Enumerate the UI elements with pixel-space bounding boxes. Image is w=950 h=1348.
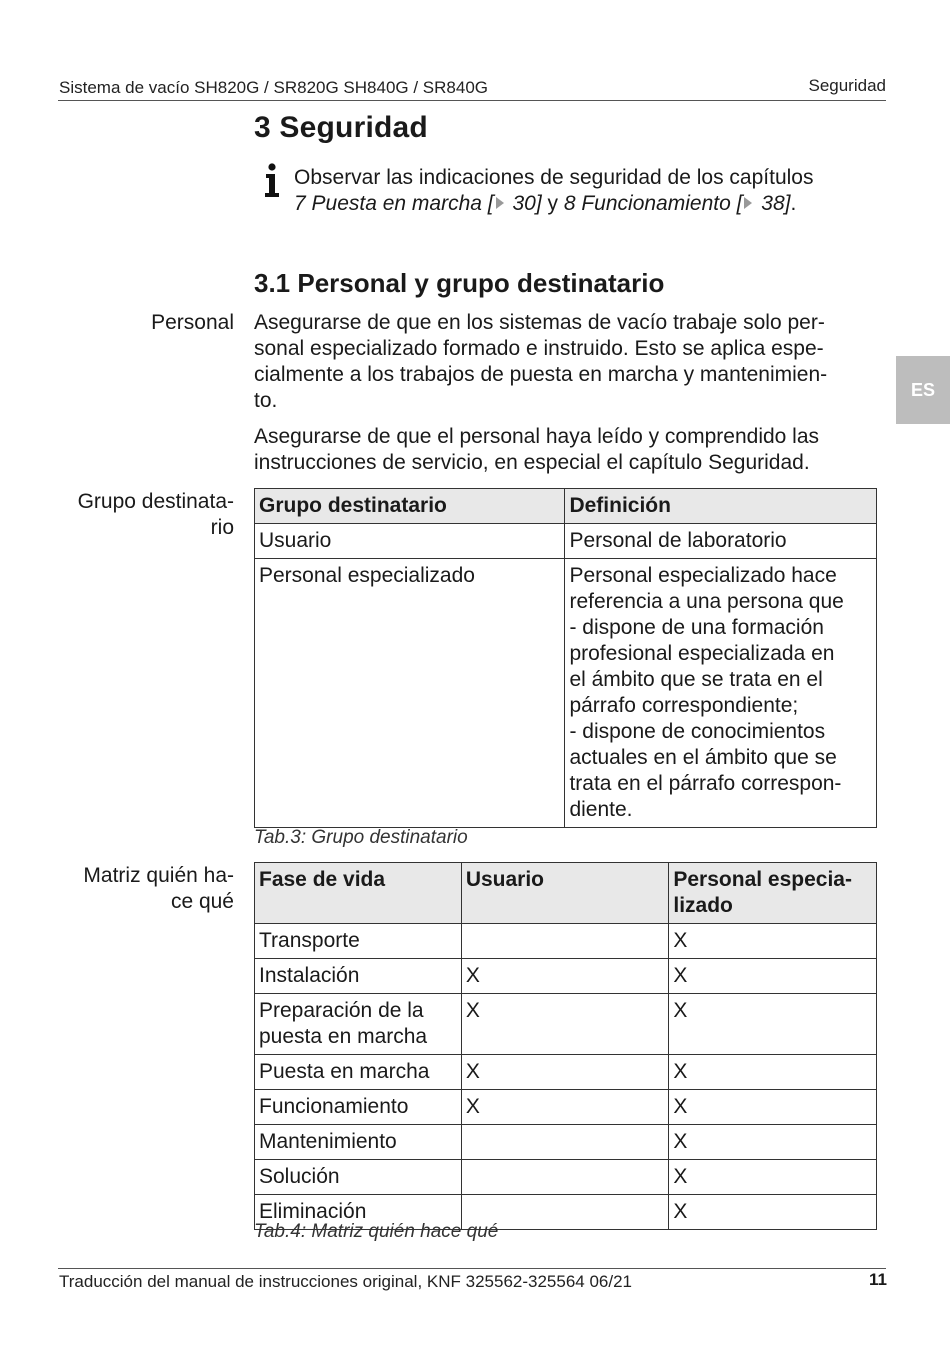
info-icon [262, 162, 282, 198]
table-cell: Usuario [255, 524, 565, 559]
note-ref-funcionamiento[interactable]: 8 Funcionamiento [ 38] [563, 192, 791, 215]
table-cell: X [461, 959, 669, 994]
table-cell: Solución [255, 1160, 462, 1195]
table-row [255, 1090, 877, 1125]
table-header-cell: Fase de vida [255, 863, 462, 924]
table-header-row [255, 489, 877, 524]
personal-paragraph-1: Asegurarse de que en los sistemas de vacío trabaje solo per- sonal especializado formado e instruido. Esto se aplica espe- cialmente a los trabajos de puesta en marcha y mantenimien- to. [254, 311, 828, 412]
table-cell: X [669, 1055, 877, 1090]
table-cell: X [669, 924, 877, 959]
table-header-cell: Personal especia- lizado [669, 863, 877, 924]
table-cell: Personal de laboratorio [565, 524, 877, 559]
table-row [255, 559, 877, 828]
footer-divider [58, 1268, 886, 1269]
table-matriz-quien-hace-que [254, 862, 877, 1230]
table-cell: Instalación [255, 959, 462, 994]
table-header-cell: Definición [565, 489, 877, 524]
language-tab: ES [896, 356, 950, 424]
table-cell: Puesta en marcha [255, 1055, 462, 1090]
subsection-title: 3.1 Personal y grupo destinatario [254, 268, 665, 298]
table-grupo-destinatario [254, 488, 877, 828]
table-row [255, 1160, 877, 1195]
table-cell [461, 1125, 669, 1160]
note-line-1: Observar las indicaciones de seguridad de los capítulos [294, 166, 814, 189]
personal-paragraph-2: Asegurarse de que el personal haya leído y comprendido las instrucciones de servicio, en especial el capítulo Seguridad. [254, 425, 820, 474]
table-header-cell: Usuario [461, 863, 669, 924]
header-divider [58, 100, 886, 101]
side-label-grupo-destinatario: Grupo destinata- rio [77, 490, 234, 539]
table-cell: X [669, 1160, 877, 1195]
table-cell: X [461, 1090, 669, 1125]
table-cell: X [461, 994, 669, 1055]
safety-note [294, 165, 874, 217]
table-cell: X [669, 1125, 877, 1160]
table-row [255, 524, 877, 559]
table-cell: X [669, 1090, 877, 1125]
section-title: 3 Seguridad [254, 111, 428, 144]
footer-text: Traducción del manual de instrucciones original, KNF 325562-325564 06/21 [59, 1272, 633, 1291]
note-ref-puesta-en-marcha[interactable]: 7 Puesta en marcha [ 30] [294, 192, 542, 215]
table-cell: X [669, 959, 877, 994]
table-row [255, 924, 877, 959]
header-section-name: Seguridad [808, 76, 886, 95]
table-cell: X [461, 1055, 669, 1090]
note-line-2: 7 Puesta en marcha [ 30] y 8 Funcionamiento [ 38]. [294, 192, 797, 215]
table-cell: Mantenimiento [255, 1125, 462, 1160]
table-row [255, 1125, 877, 1160]
table-header-cell: Grupo destinatario [255, 489, 565, 524]
table-cell: Personal especializado [255, 559, 565, 828]
page-ref-arrow-icon [496, 197, 504, 209]
side-label-personal: Personal [151, 311, 234, 334]
table-cell: Funcionamiento [255, 1090, 462, 1125]
note-connector: y [541, 192, 564, 215]
table-header-row [255, 863, 877, 924]
header-document-title: Sistema de vacío SH820G / SR820G SH840G / SR840G [59, 78, 488, 97]
table-cell-definition: Personal especializado hace referencia a una persona que - dispone de una formación profesional especializada en el ámbito que se trata en el párrafo correspondiente; - dispone de conocimientos actuales en el ámbito que se trata en el párrafo correspon- diente. [565, 559, 877, 828]
page-number: 11 [869, 1270, 887, 1289]
table-cell [461, 1160, 669, 1195]
table-cell [461, 924, 669, 959]
table-row [255, 959, 877, 994]
table-caption-3: Tab.3: Grupo destinatario [254, 827, 468, 848]
side-label-matriz: Matriz quién ha- ce qué [83, 864, 234, 913]
table-cell: Transporte [255, 924, 462, 959]
table-cell: Preparación de la puesta en marcha [255, 994, 462, 1055]
table-cell: X [669, 1195, 877, 1230]
page-ref-arrow-icon [744, 197, 752, 209]
table-caption-4: Tab.4: Matriz quién hace qué [254, 1221, 499, 1242]
table-cell: Eliminación [255, 1195, 462, 1230]
table-cell: X [669, 994, 877, 1055]
table-row [255, 994, 877, 1055]
table-row [255, 1055, 877, 1090]
